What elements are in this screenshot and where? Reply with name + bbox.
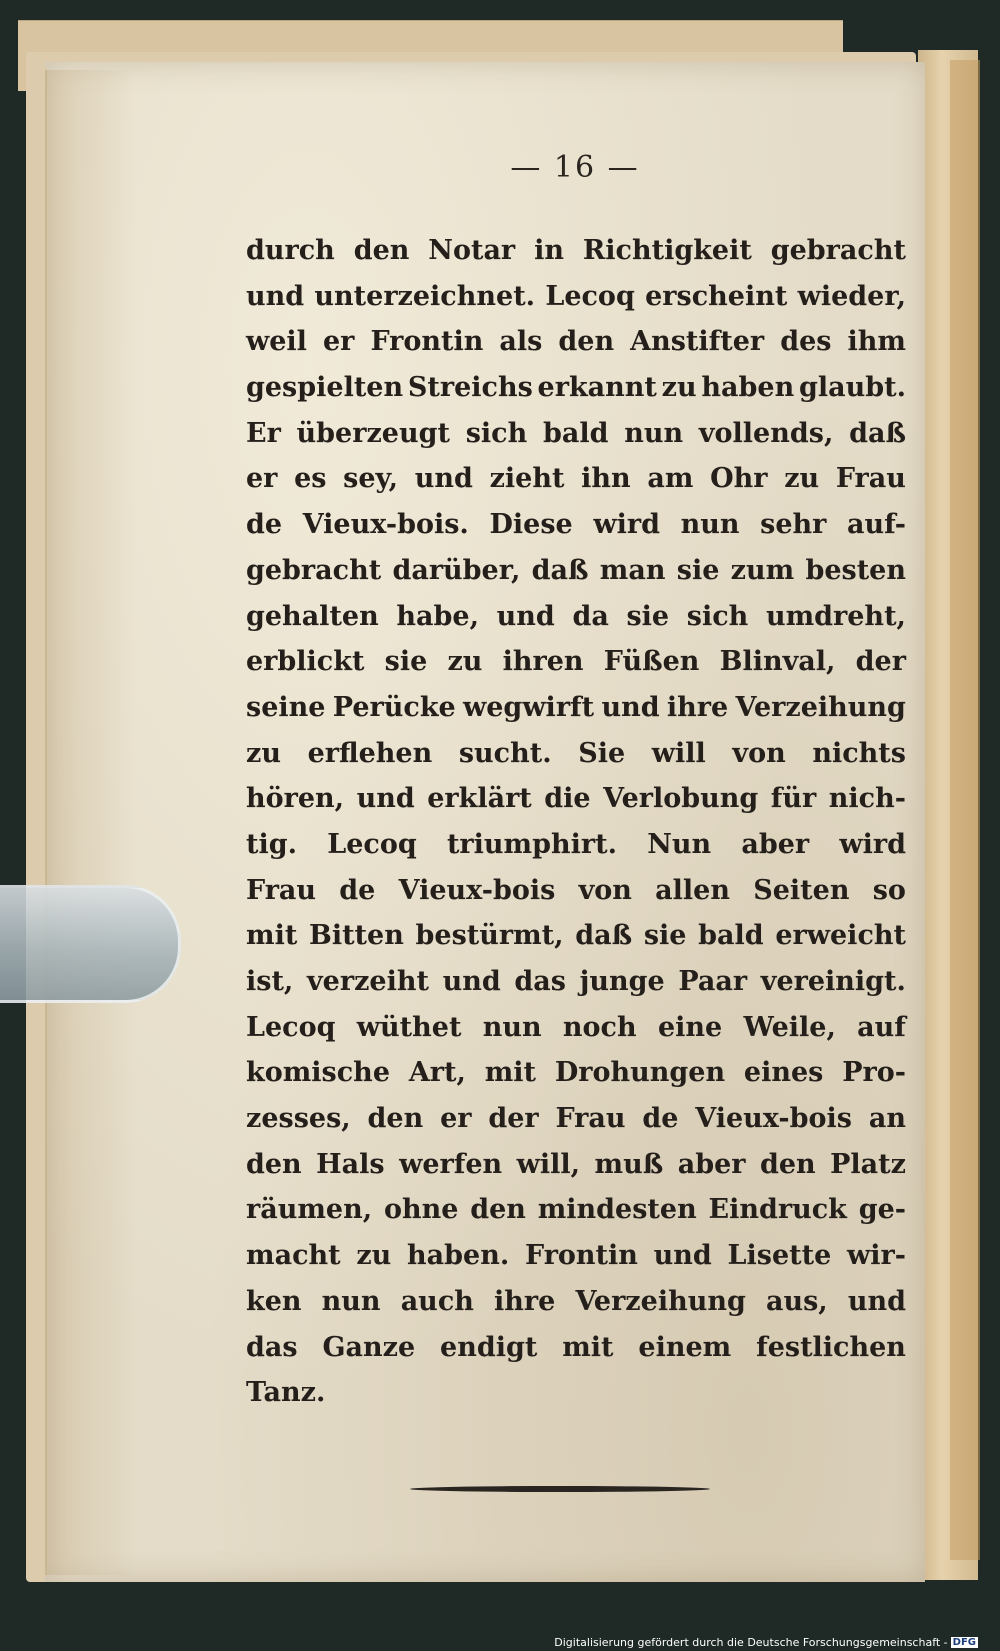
word: den: [470, 1194, 526, 1226]
word: haben.: [407, 1240, 510, 1272]
word: Frau: [835, 463, 906, 495]
word: das: [514, 966, 566, 997]
word: bald: [542, 417, 609, 449]
word: wegwirft: [463, 691, 595, 723]
word: nun: [482, 1011, 542, 1043]
word: endigt: [440, 1331, 538, 1363]
text-line: [246, 1096, 906, 1142]
word: tig.: [246, 828, 298, 860]
word: zum: [730, 554, 795, 586]
closing-rule: [410, 1486, 710, 1492]
text-line: [246, 639, 906, 685]
right-page-inner: [950, 60, 980, 1560]
word: und: [496, 600, 555, 632]
text-line: [246, 868, 906, 914]
word: Vieux-bois: [398, 874, 556, 906]
page-edge-shading: [45, 70, 137, 1575]
text-line: [246, 228, 906, 274]
word: es: [294, 463, 327, 495]
text-line: [246, 776, 906, 822]
text-line: [246, 1279, 906, 1325]
word: mit: [562, 1331, 614, 1363]
word: man: [599, 554, 666, 586]
text-line: [246, 1233, 906, 1279]
word: habe,: [396, 600, 479, 632]
word: nich-: [828, 783, 906, 815]
word: sehr: [760, 509, 827, 541]
word: Er: [246, 417, 281, 449]
word: nichts: [812, 737, 906, 769]
word: sich: [686, 600, 749, 632]
word: den: [353, 235, 410, 266]
word: Perücke: [332, 691, 456, 723]
word: mindesten: [537, 1194, 697, 1226]
word: allen: [655, 874, 730, 906]
word: Weile,: [743, 1011, 836, 1043]
word: wird: [593, 509, 660, 541]
word: haben: [701, 372, 795, 404]
word: ohne: [383, 1194, 459, 1226]
word: de: [246, 509, 283, 541]
word: glaubt.: [798, 372, 906, 404]
word: vereinigt.: [760, 966, 906, 997]
word: ihre: [666, 691, 729, 723]
page-number: — 16 —: [510, 150, 640, 185]
caption-text: Digitalisierung gefördert durch die Deutsche Forschungsgemeinschaft -: [554, 1636, 948, 1649]
word: und: [601, 691, 660, 723]
word: Seiten: [753, 874, 850, 906]
word: nun: [680, 509, 740, 541]
word: Vieux-bois.: [302, 509, 469, 541]
word: mit: [246, 920, 298, 952]
word: Tanz.: [246, 1377, 326, 1409]
text-line: [246, 1142, 906, 1188]
word: zu: [356, 1240, 392, 1272]
word: triumphirt.: [446, 828, 617, 860]
word: erscheint: [645, 280, 788, 312]
word: zieht: [489, 463, 565, 495]
word: werfen: [399, 1148, 503, 1180]
text-line: [246, 502, 906, 548]
word: de: [339, 874, 376, 906]
word: gebracht: [246, 554, 382, 586]
word: seine: [246, 691, 326, 723]
word: sie: [626, 600, 670, 632]
word: Verzeihung: [575, 1285, 746, 1317]
word: er: [246, 463, 278, 495]
word: sie: [384, 646, 428, 678]
word: Hals: [316, 1148, 385, 1180]
word: hören,: [246, 783, 345, 815]
word: gebracht: [770, 235, 906, 266]
text-line: [246, 274, 906, 320]
word: Frau: [555, 1103, 626, 1135]
word: Lecoq: [545, 280, 635, 312]
word: Ohr: [710, 463, 768, 495]
word: sey,: [343, 463, 399, 495]
word: Nun: [647, 828, 712, 860]
word: auf-: [847, 509, 906, 541]
word: sie: [643, 920, 687, 952]
word: Pro-: [842, 1057, 906, 1089]
word: Drohungen: [554, 1057, 726, 1089]
word: Streichs: [407, 372, 533, 404]
word: Ganze: [322, 1331, 416, 1363]
word: den: [367, 1103, 424, 1135]
word: ihn: [581, 463, 631, 495]
word: Diese: [489, 509, 573, 541]
text-body: [246, 228, 906, 1416]
word: ist,: [246, 966, 294, 997]
word: die: [544, 783, 591, 815]
word: de: [642, 1103, 679, 1135]
word: erklärt: [427, 783, 532, 815]
word: das: [246, 1331, 298, 1363]
word: aus,: [765, 1285, 828, 1317]
word: Frau: [246, 874, 317, 906]
word: zu: [246, 737, 281, 769]
word: nun: [624, 417, 684, 449]
word: ihm: [847, 326, 906, 358]
word: Eindruck: [708, 1194, 847, 1226]
word: und: [414, 463, 473, 495]
word: von: [578, 874, 632, 906]
word: da: [572, 600, 609, 632]
word: wieder,: [797, 280, 906, 312]
word: Vieux-bois: [695, 1103, 852, 1135]
text-line: [246, 456, 906, 502]
text-line: [246, 1005, 906, 1051]
word: er: [322, 326, 355, 358]
word: erflehen: [307, 737, 433, 769]
word: mit: [484, 1057, 537, 1089]
word: sie: [676, 554, 720, 586]
word: will: [651, 737, 706, 769]
text-line: [246, 822, 906, 868]
text-line: [246, 1050, 906, 1096]
word: zesses,: [246, 1103, 351, 1135]
word: macht: [246, 1240, 341, 1272]
word: sich: [465, 417, 528, 449]
word: festlichen: [756, 1331, 906, 1363]
word: Platz: [830, 1148, 906, 1180]
word: des: [780, 326, 832, 358]
word: daß: [531, 554, 589, 586]
word: der: [488, 1103, 539, 1135]
word: Verlobung: [603, 783, 759, 815]
word: den: [246, 1148, 302, 1180]
word: aber: [677, 1148, 746, 1180]
word: erweicht: [775, 920, 906, 952]
word: Lisette: [727, 1240, 832, 1272]
word: einem: [638, 1331, 732, 1363]
word: Füßen: [603, 646, 700, 678]
word: zu: [661, 372, 697, 404]
word: als: [499, 326, 543, 358]
word: auch: [400, 1285, 474, 1317]
word: eines: [743, 1057, 824, 1089]
word: wüthet: [356, 1011, 462, 1043]
digitization-caption: [554, 1636, 978, 1649]
word: auf: [857, 1011, 906, 1043]
text-line: [246, 548, 906, 594]
word: und: [356, 783, 415, 815]
word: und: [246, 280, 305, 312]
word: den: [558, 326, 615, 358]
word: der: [855, 646, 906, 678]
word: sucht.: [458, 737, 552, 769]
word: Frontin: [525, 1240, 638, 1272]
text-line: [246, 1187, 906, 1233]
word: am: [647, 463, 694, 495]
word: ken: [246, 1285, 302, 1317]
word: an: [868, 1103, 906, 1135]
word: und: [847, 1285, 906, 1317]
text-line: [246, 913, 906, 959]
word: aber: [741, 828, 810, 860]
word: eine: [657, 1011, 723, 1043]
page-clip: [0, 885, 181, 1003]
word: will,: [516, 1148, 581, 1180]
text-line: [246, 594, 906, 640]
word: und: [442, 966, 501, 997]
word: Sie: [578, 737, 626, 769]
word: und: [653, 1240, 712, 1272]
word: erkannt: [537, 372, 657, 404]
word: wird: [839, 828, 906, 860]
word: zu: [784, 463, 820, 495]
word: bald: [698, 920, 764, 952]
word: Frontin: [370, 326, 484, 358]
word: gehalten: [246, 600, 379, 632]
word: noch: [562, 1011, 637, 1043]
text-line: [246, 1370, 906, 1416]
word: besten: [805, 554, 906, 586]
word: daß: [849, 417, 906, 449]
text-line: [246, 685, 906, 731]
word: in: [534, 235, 564, 266]
dfg-logo: DFG: [952, 1637, 976, 1648]
word: unterzeichnet.: [314, 280, 536, 312]
word: durch: [246, 235, 335, 266]
word: muß: [594, 1148, 664, 1180]
word: gespielten: [246, 372, 404, 404]
word: Art,: [408, 1057, 466, 1089]
text-line: [246, 959, 906, 1005]
word: räumen,: [246, 1194, 373, 1226]
word: darüber,: [392, 554, 521, 586]
word: Paar: [678, 966, 748, 997]
word: erblickt: [246, 646, 365, 678]
word: ihre: [494, 1285, 556, 1317]
text-line: [246, 411, 906, 457]
word: weil: [246, 326, 307, 358]
word: Lecoq: [327, 828, 417, 860]
word: ge-: [858, 1194, 906, 1226]
word: für: [770, 783, 817, 815]
word: Blinval,: [719, 646, 836, 678]
word: ihren: [502, 646, 584, 678]
word: junge: [579, 966, 665, 997]
word: daß: [575, 920, 633, 952]
word: Notar: [428, 235, 516, 266]
word: nun: [321, 1285, 381, 1317]
text-line: [246, 731, 906, 777]
text-line: [246, 365, 906, 411]
word: er: [440, 1103, 472, 1135]
word: umdreht,: [765, 600, 906, 632]
text-line: [246, 319, 906, 365]
word: verzeiht: [306, 966, 429, 997]
word: so: [872, 874, 906, 906]
word: Lecoq: [246, 1011, 336, 1043]
word: von: [732, 737, 786, 769]
word: Bitten: [309, 920, 404, 952]
word: wir-: [847, 1240, 906, 1272]
word: komische: [246, 1057, 390, 1089]
word: zu: [447, 646, 483, 678]
word: bestürmt,: [415, 920, 564, 952]
word: Verzeihung: [735, 691, 906, 723]
word: Richtigkeit: [582, 235, 752, 266]
word: vollends,: [698, 417, 834, 449]
word: Anstifter: [630, 326, 765, 358]
word: den: [759, 1148, 816, 1180]
word: überzeugt: [296, 417, 450, 449]
text-line: [246, 1325, 906, 1371]
